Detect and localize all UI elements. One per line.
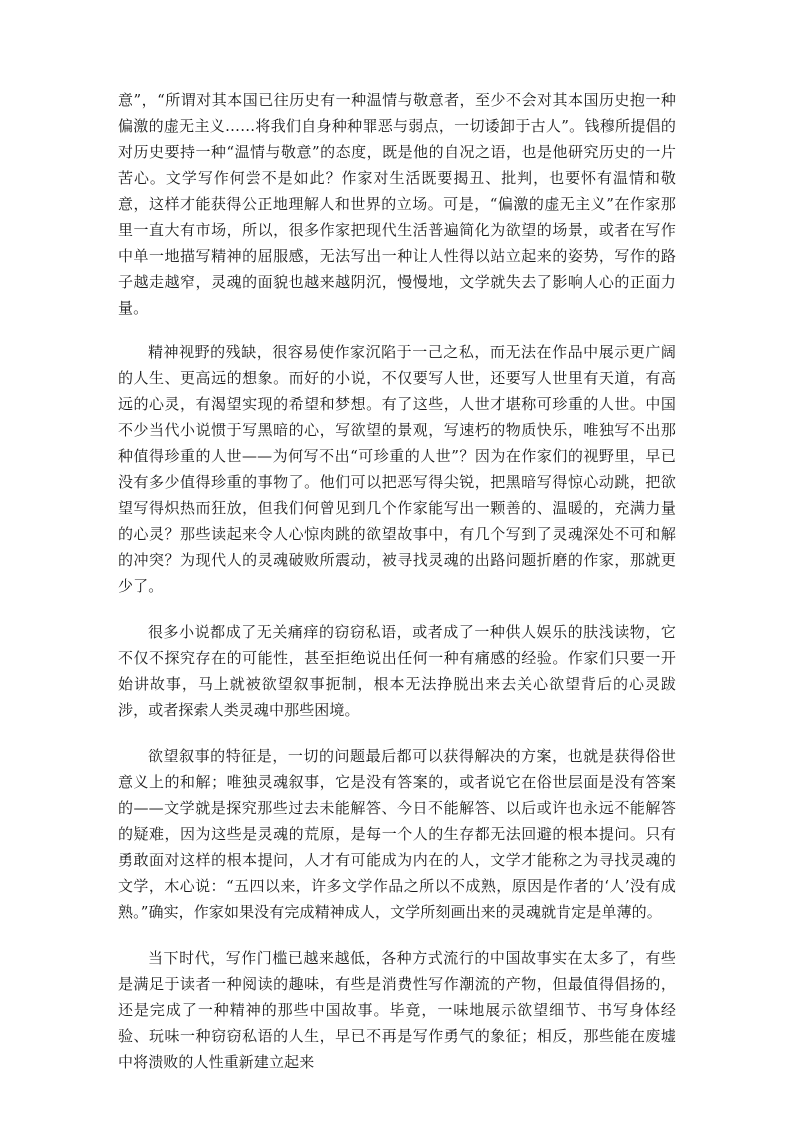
paragraph-5: 当下时代，写作门槛已越来越低，各种方式流行的中国故事实在太多了，有些是满足于读者一种阅读的趣味，有些是消费性写作潮流的产物，但最值得倡扬的，还是完成了一种精神的那些中国故事。毕竟，一味地展示欲望细节、书写身体经验、玩味一种窃窃私语的人生，早已不再是写作勇气的象征；相反，那些能在废墟中将溃败的人性重新建立起来 [118,949,676,1071]
paragraph-3: 很多小说都成了无关痛痒的窃窃私语，或者成了一种供人娱乐的肤浅读物，它不仅不探究存在的可能性，甚至拒绝说出任何一种有痛感的经验。作家们只要一开始讲故事，马上就被欲望叙事扼制，根本无法挣脱出来去关心欲望背后的心灵跋涉，或者探索人类灵魂中那些困境。 [118,623,676,719]
paragraph-4: 欲望叙事的特征是，一切的问题最后都可以获得解决的方案，也就是获得俗世意义上的和解；唯独灵魂叙事，它是没有答案的，或者说它在俗世层面是没有答案的——文学就是探究那些过去未能解答、今日不能解答、以后或许也永远不能解答的疑难，因为这些是灵魂的荒原，是每一个人的生存都无法回避的根本提问。只有勇敢面对这样的根本提问，人才有可能成为内在的人，文学才能称之为寻找灵魂的文学，木心说：“五四以来，许多文学作品之所以不成熟，原因是作者的‘人’没有成熟。”确实，作家如果没有完成精神成人，文学所刻画出来的灵魂就肯定是单薄的。 [118,747,676,921]
paragraph-1: 意”，“所谓对其本国已往历史有一种温情与敬意者，至少不会对其本国历史抱一种偏激的虚无主义……将我们自身种种罪恶与弱点，一切诿卸于古人”。钱穆所提倡的对历史要持一种“温情与敬意”的态度，既是他的自况之语，也是他研究历史的一片苦心。文学写作何尝不是如此？作家对生活既要揭丑、批判，也要怀有温情和敬意，这样才能获得公正地理解人和世界的立场。可是，“偏激的虚无主义”在作家那里一直大有市场，所以，很多作家把现代生活普遍简化为欲望的场景，或者在写作中单一地描写精神的屈服感，无法写出一种让人性得以站立起来的姿势，写作的路子越走越窄，灵魂的面貌也越来越阴沉，慢慢地，文学就失去了影响人心的正面力量。 [118,91,676,317]
article-body [118,87,676,1095]
paragraph-2: 精神视野的残缺，很容易使作家沉陷于一己之私，而无法在作品中展示更广阔的人生、更高远的想象。而好的小说，不仅要写人世，还要写人世里有天道，有高远的心灵，有渴望实现的希望和梦想。有了这些，人世才堪称可珍重的人世。中国不少当代小说惯于写黑暗的心，写欲望的景观，写速朽的物质快乐，唯独写不出那种值得珍重的人世——为何写不出“可珍重的人世”？因为在作家们的视野里，早已没有多少值得珍重的事物了。他们可以把恶写得尖锐，把黑暗写得惊心动跳，把欲望写得炽热而狂放，但我们何曾见到几个作家能写出一颗善的、温暖的，充满力量的心灵？那些读起来令人心惊肉跳的欲望故事中，有几个写到了灵魂深处不可和解的冲突？为现代人的灵魂破败所震动，被寻找灵魂的出路问题折磨的作家，那就更少了。 [118,343,676,595]
